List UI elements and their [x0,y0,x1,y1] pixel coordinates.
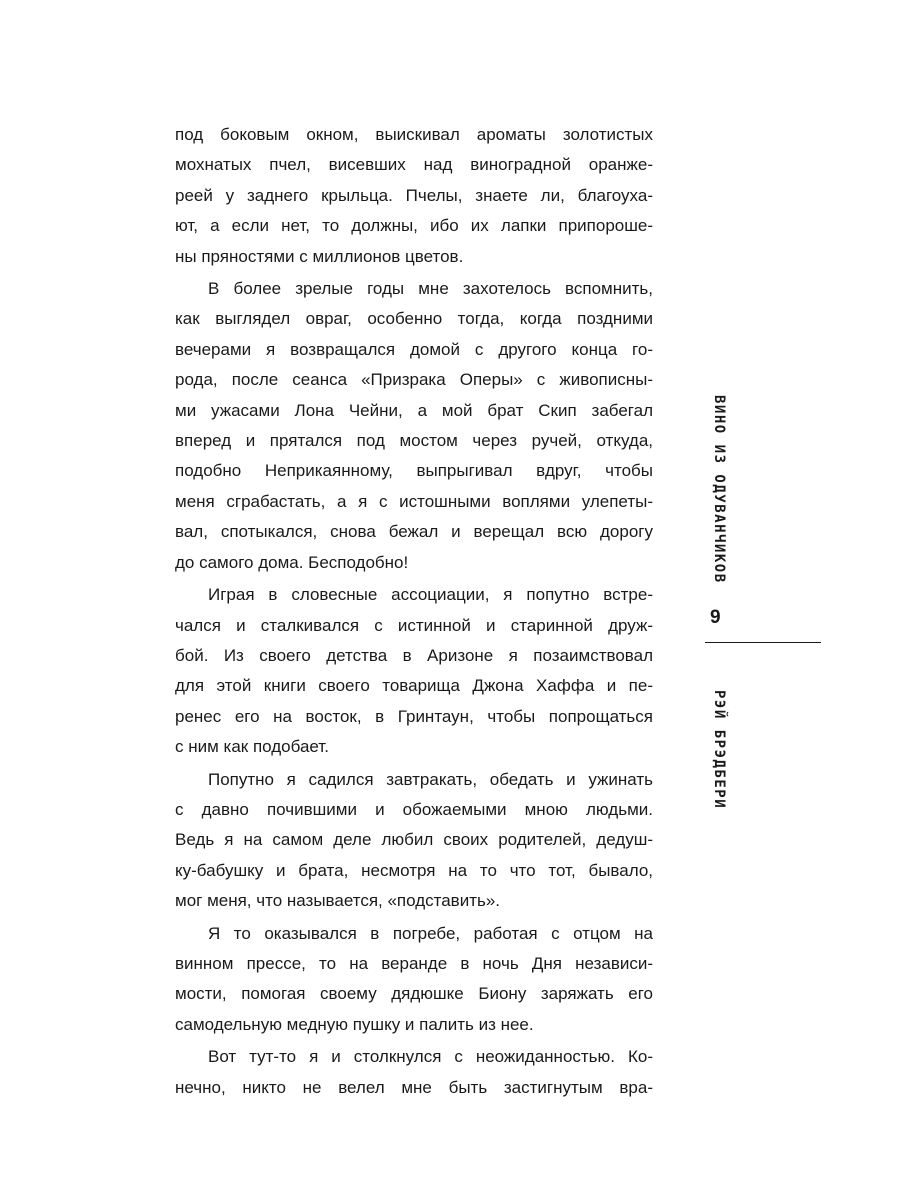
paragraph [175,120,653,272]
text-line: вал, спотыкался, снова бежал и верещал всю дорогу [175,522,653,542]
paragraph [175,765,653,917]
text-line: вечерами я возвращался домой с другого конца го- [175,339,653,359]
running-head-author: РЭЙ БРЭДБЕРИ [711,690,727,810]
text-line: рода, после сеанса «Призрака Оперы» с живописны- [175,370,653,390]
text-line: Ведь я на самом деле любил своих родителей, дедуш- [175,830,653,850]
text-line: с ним как подобает. [175,737,329,757]
text-line: мости, помогая своему дядюшке Биону заряжать его [175,984,653,1004]
text-line: ку-бабушку и брата, несмотря на то что тот, бывало, [175,860,653,880]
paragraph [175,919,653,1041]
text-line: винном прессе, то на веранде в ночь Дня независи- [175,953,653,973]
text-line: самодельную медную пушку и палить из нее. [175,1014,534,1034]
page-number: 9 [710,607,721,628]
text-line: вперед и прятался под мостом через ручей, откуда, [175,431,653,451]
text-line: мог меня, что называется, «подставить». [175,891,501,911]
text-line: подобно Неприкаянному, выпрыгивал вдруг, чтобы [175,461,653,481]
text-line: с давно почившими и обожаемыми мною людьми. [175,799,653,819]
text-line: Вот тут-то я и столкнулся с неожиданностью. Ко- [208,1047,653,1067]
text-line: ренес его на восток, в Гринтаун, чтобы попрощаться [175,706,653,726]
text-line: меня сграбастать, а я с истошными воплями улепеты- [175,491,653,511]
text-line: под боковым окном, выискивал ароматы золотистых [175,125,653,144]
text-line: чался и сталкивался с истинной и старинной друж- [175,615,653,635]
text-line: Играя в словесные ассоциации, я попутно встре- [208,585,653,605]
running-head-book-title: ВИНО ИЗ ОДУВАНЧИКОВ [711,395,727,584]
text-line: мохнатых пчел, висевших над виноградной оранже- [175,155,653,175]
text-line: ны пряностями с миллионов цветов. [175,246,464,266]
text-line: нечно, никто не велел мне быть застигнутым вра- [175,1077,653,1097]
text-line: как выглядел овраг, особенно тогда, когда поздними [175,309,653,329]
text-line: для этой книги своего товарища Джона Хаффа и пе- [175,676,653,696]
text-line: реей у заднего крыльца. Пчелы, знаете ли, благоуха- [175,185,653,205]
text-line: Я то оказывался в погребе, работая с отцом на [208,923,653,943]
text-line: ми ужасами Лона Чейни, а мой брат Скип забегал [175,400,653,420]
text-line: В более зрелые годы мне захотелось вспомнить, [208,279,653,299]
text-line: ют, а если нет, то должны, ибо их лапки припороше- [175,216,653,236]
paragraph [175,580,653,762]
text-line: Попутно я садился завтракать, обедать и ужинать [208,769,653,789]
text-line: до самого дома. Бесподобно! [175,552,409,572]
running-head-divider [705,642,821,643]
page-body [175,120,653,1103]
paragraph [175,1042,653,1103]
text-line: бой. Из своего детства в Аризоне я позаимствовал [175,645,653,665]
paragraph [175,274,653,578]
